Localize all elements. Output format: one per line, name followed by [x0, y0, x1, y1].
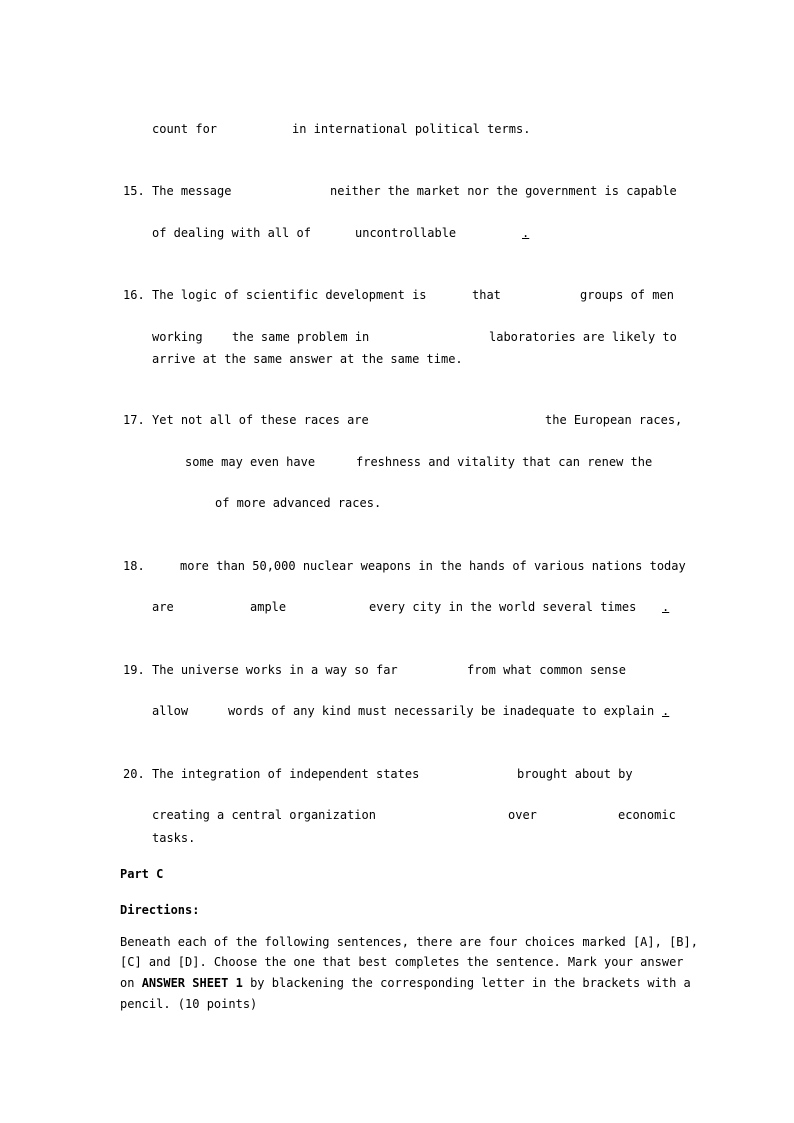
item-number: 18. — [123, 559, 145, 573]
continuation-text: in international political terms. — [292, 122, 531, 136]
item-number: 20. — [123, 767, 145, 781]
item-text: the same problem in — [232, 330, 370, 344]
item-number: 19. — [123, 663, 145, 677]
item-number: 17. — [123, 413, 145, 427]
directions-text: Beneath each of the following sentences, there are four choices marked [A], [B], — [120, 935, 698, 949]
directions-text-part: on — [120, 976, 135, 990]
directions-label: Directions: — [120, 903, 200, 917]
item-text: The universe works in a way so far — [152, 663, 398, 677]
blank-mark: . — [662, 704, 670, 718]
directions-text-part: by blackening the corresponding letter in the brackets with a — [250, 976, 691, 990]
answer-sheet-label: ANSWER SHEET 1 — [141, 976, 243, 990]
directions-text — [120, 976, 691, 990]
item-text: The logic of scientific development is — [152, 288, 427, 302]
item-text: arrive at the same answer at the same time. — [152, 352, 463, 366]
directions-text: [C] and [D]. Choose the one that best completes the sentence. Mark your answer — [120, 955, 684, 969]
item-text: from what common sense — [467, 663, 626, 677]
directions-text: pencil. (10 points) — [120, 997, 258, 1011]
item-text: tasks. — [152, 831, 196, 845]
item-text: of more advanced races. — [215, 496, 382, 510]
item-text: The message — [152, 184, 232, 198]
item-text: The integration of independent states — [152, 767, 420, 781]
item-text: of dealing with all of — [152, 226, 311, 240]
blank-mark: . — [522, 226, 530, 240]
item-text: brought about by — [517, 767, 633, 781]
item-text: working — [152, 330, 203, 344]
section-heading: Part C — [120, 867, 164, 881]
item-text: the European races, — [545, 413, 683, 427]
item-text: groups of men — [580, 288, 674, 302]
item-text: every city in the world several times — [369, 600, 637, 614]
item-text: more than 50,000 nuclear weapons in the hands of various nations today — [180, 559, 686, 573]
item-text: Yet not all of these races are — [152, 413, 369, 427]
item-text: are — [152, 600, 174, 614]
item-text: creating a central organization — [152, 808, 376, 822]
blank-mark: . — [662, 600, 670, 614]
item-text: some may even have — [185, 455, 316, 469]
item-text: uncontrollable — [355, 226, 457, 240]
continuation-text: count for — [152, 122, 218, 136]
item-number: 15. — [123, 184, 145, 198]
item-text: economic — [618, 808, 676, 822]
item-number: 16. — [123, 288, 145, 302]
item-text: that — [472, 288, 501, 302]
item-text: words of any kind must necessarily be inadequate to explain — [228, 704, 655, 718]
item-text: ample — [250, 600, 287, 614]
item-text: neither the market nor the government is capable — [330, 184, 677, 198]
item-text: allow — [152, 704, 189, 718]
item-text: laboratories are likely to — [489, 330, 677, 344]
item-text: freshness and vitality that can renew the — [356, 455, 653, 469]
item-text: over — [508, 808, 537, 822]
